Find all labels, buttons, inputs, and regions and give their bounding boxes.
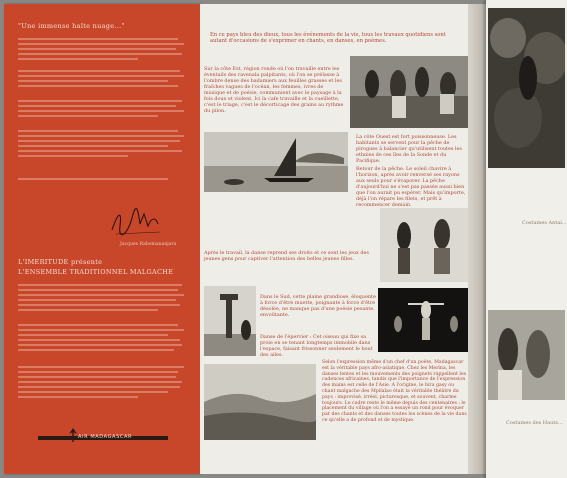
red-cover-panel bbox=[4, 4, 200, 474]
young-dancers-photo bbox=[380, 208, 468, 282]
author-line: Jacques Rabemananjara bbox=[120, 242, 177, 247]
red-paragraph-1 bbox=[18, 38, 186, 63]
red-paragraph-5 bbox=[18, 178, 186, 183]
caption-costumes-2: Costumes des Hauts... bbox=[506, 420, 563, 426]
heading-presents: L'IMERITUDE présente bbox=[18, 258, 103, 266]
inner-page bbox=[200, 4, 468, 474]
stage-dancers-photo bbox=[378, 288, 468, 352]
next-page bbox=[486, 0, 567, 478]
signature bbox=[108, 204, 168, 240]
red-paragraph-2 bbox=[18, 70, 186, 90]
west-coast-text: La côte Ouest est fort poissonneuse. Les habitants se servent pour la pêche de pirogues à balancier qu'utilisent toutes les ethnies de ces îles de la Sonde et du Pacifique. bbox=[356, 134, 462, 164]
fishing-text: Retour de la pêche. Le soleil chavire à l'horizon, après avoir renversé ses rayons aux seuls pour s'évaporer. La pêche d'aujourd'hui ne s'est pas passée aussi bien que l'on aurait pu espérer. Mais qu'importe, déjà l'on répare les filets, et prêt à recommencer demain. bbox=[356, 166, 466, 208]
expression-text: Selon l'expression même d'un chef d'un poète, Madagascar est la véritable pays afro-asiatique. Chez les Merina, les danses lentes et les mouvements des poignets rappellent les cadences africaines, tandis que l'importance de l'expression des mains est celle de l'Asie. A l'origine, le hira gasy ou chant malgache des Mpilalao était la véritable théâtre du pays : improvisé, irréel, picturesque, et souvent, charme toujours. Le cadre reste le même depuis des centenaires : le placement du village où l'on a essayé un rond pour évoquer par des chants et des danses toutes les scènes de la vie dans ce qu'elle a de profond et de mystique. bbox=[322, 360, 467, 423]
airline-name: AIR MADAGASCAR bbox=[78, 434, 133, 440]
south-text: Dans le Sud, cette plaine grandiose, éloquente à force d'être muette, poignante à force d'être désolée, ne manque pas d'une poésie pesante, envoûtante. bbox=[260, 294, 376, 318]
after-work-text: Après le travail, la danse reprend ses droits et ce sont les jeux des jeunes gens pour captiver l'attention des belles jeunes filles. bbox=[204, 250, 369, 262]
airline-logo bbox=[38, 428, 168, 448]
quote-title: "Une immense halte nuage..." bbox=[18, 22, 125, 30]
caption-costumes-1: Costumes Antai... bbox=[522, 220, 567, 226]
dancers-photo bbox=[350, 56, 468, 128]
landscape-photo bbox=[204, 364, 316, 440]
heading-ensemble: L'ENSEMBLE TRADITIONNEL MALGACHE bbox=[18, 268, 174, 276]
east-coast-text: Sur la côte Est, région ronde où l'on travaille entre les éventails des ravenala palpitants, où l'on se prélasse à l'ombre dense des badamiers aux feuilles grasses et les fraîches vagues de l'océan, les femmes, ivres de musique et de poésie, communient avec le paysage à la fois doux et violent. Ici la cafe travaille et la cueillette, c'est le triage, c'est le décorticage des grains au rythme du pilon. bbox=[204, 66, 344, 114]
boat-photo bbox=[204, 132, 348, 192]
red-paragraph-3 bbox=[18, 100, 186, 120]
red-paragraph-8 bbox=[18, 366, 186, 401]
red-paragraph-7 bbox=[18, 324, 186, 354]
red-paragraph-6 bbox=[18, 284, 186, 314]
foliage-portrait-photo bbox=[488, 8, 565, 168]
eagle-dance-text: Danse de l'épervier : Cet oiseau qui fixe sa proie en se tenant longtemps immobile dans l'espace, faisant frissonner seulement le bout des ailes. bbox=[260, 334, 373, 358]
costume-group-photo bbox=[488, 310, 565, 400]
intro-text: En ce pays bleu des dieux, tous les événements de la vie, tous les travaux quotidiens sont autant d'occasions de s'exprimer en chants, en danses, en poèmes. bbox=[210, 32, 446, 45]
red-paragraph-4 bbox=[18, 130, 186, 160]
page-fold bbox=[468, 4, 486, 474]
south-tower-photo bbox=[204, 286, 256, 356]
